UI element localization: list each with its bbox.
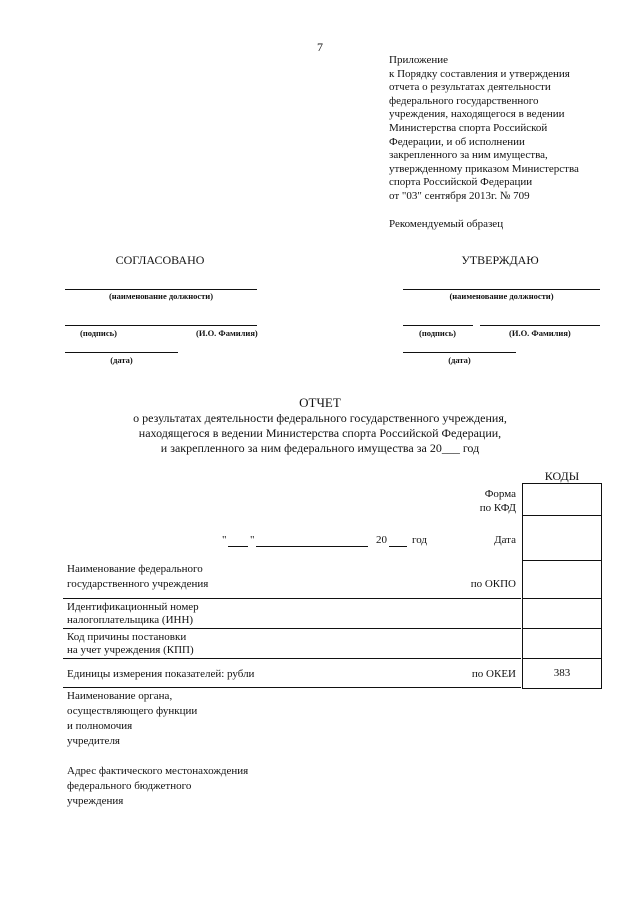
- name-caption-right: (И.О. Фамилия): [509, 328, 571, 338]
- report-title: ОТЧЕТ: [299, 395, 341, 410]
- address-label-1: Адрес фактического местонахождения: [67, 765, 249, 777]
- separator-line: [63, 658, 521, 659]
- signature-caption-right: (подпись): [419, 328, 456, 338]
- okei-label: по ОКЕИ: [471, 668, 516, 680]
- date-quote-close: ": [250, 534, 255, 546]
- signature-line-right: [403, 325, 473, 326]
- appendix-line: федерального государственного: [389, 94, 539, 107]
- date-label: Дата: [494, 534, 516, 546]
- address-label-2: федерального бюджетного: [67, 780, 192, 792]
- date-caption-right: (дата): [448, 355, 471, 365]
- agreed-title: СОГЛАСОВАНО: [115, 253, 205, 267]
- appendix-line: отчета о результатах деятельности: [389, 81, 551, 94]
- kpp-code-cell: [522, 628, 602, 659]
- inn-code-cell: [522, 598, 602, 629]
- position-line-right: [403, 289, 600, 290]
- appendix-line: утвержденному приказом Министерства: [389, 162, 579, 175]
- okpo-code-cell: [522, 560, 602, 599]
- position-caption-left: (наименование должности): [108, 291, 214, 301]
- approved-title: УТВЕРЖДАЮ: [461, 253, 539, 267]
- date-line-right: [403, 352, 516, 353]
- year-blank[interactable]: [389, 546, 407, 547]
- address-label-3: учреждения: [67, 795, 124, 807]
- year-prefix: 20: [376, 534, 387, 546]
- name-caption-left: (И.О. Фамилия): [196, 328, 258, 338]
- form-label-1: Форма: [484, 488, 516, 500]
- position-caption-right: (наименование должности): [449, 291, 554, 301]
- appendix-line: Приложение: [389, 54, 449, 66]
- page-number: 7: [317, 40, 323, 54]
- report-subtitle-line-1: о результатах деятельности федерального государственного учреждения,: [133, 411, 507, 425]
- separator-line: [63, 687, 521, 688]
- date-code-cell: [522, 515, 602, 561]
- recommended-sample: Рекомендуемый образец: [389, 218, 504, 230]
- units-label: Единицы измерения показателей: рубли: [67, 668, 255, 680]
- appendix-line: от "03" сентября 2013г. № 709: [389, 189, 530, 202]
- signature-caption-left: (подпись): [80, 328, 117, 338]
- founder-label-4: учредителя: [67, 735, 120, 747]
- kpp-label-2: на учет учреждения (КПП): [67, 644, 194, 656]
- date-quote-open: ": [222, 534, 227, 546]
- date-caption-left: (дата): [110, 355, 133, 365]
- month-blank[interactable]: [256, 546, 368, 547]
- name-line-right: [480, 325, 600, 326]
- separator-line: [63, 598, 521, 599]
- okpo-label: по ОКПО: [470, 578, 516, 590]
- report-subtitle-line-3: и закрепленного за ним федерального имущества за 20___ год: [160, 441, 480, 455]
- codes-header: КОДЫ: [544, 469, 580, 483]
- founder-label-1: Наименование органа,: [67, 690, 173, 702]
- year-suffix: год: [412, 534, 428, 546]
- appendix-line: спорта Российской Федерации: [389, 176, 533, 189]
- position-line-left: [65, 289, 257, 290]
- form-label-2: по КФД: [479, 502, 516, 514]
- date-line-left: [65, 352, 178, 353]
- signature-line-left: [65, 325, 257, 326]
- report-subtitle-line-2: находящегося в ведении Министерства спорта Российской Федерации,: [138, 426, 502, 440]
- institution-name-label-2: государственного учреждения: [67, 578, 209, 590]
- founder-label-3: и полномочия: [67, 720, 133, 732]
- day-blank[interactable]: [228, 546, 248, 547]
- okei-code-value: 383: [553, 667, 571, 679]
- founder-label-2: осуществляющего функции: [67, 705, 198, 717]
- appendix-line: закрепленного за ним имущества,: [389, 149, 548, 162]
- inn-label-2: налогоплательщика (ИНН): [67, 614, 194, 626]
- kpp-label-1: Код причины постановки: [67, 631, 187, 643]
- okei-code-cell: [522, 658, 602, 689]
- appendix-line: учреждения, находящегося в ведении: [389, 108, 565, 121]
- form-code-cell: [522, 483, 602, 516]
- appendix-block: [389, 54, 629, 204]
- inn-label-1: Идентификационный номер: [67, 601, 199, 613]
- separator-line: [63, 628, 521, 629]
- institution-name-label-1: Наименование федерального: [67, 563, 203, 575]
- appendix-line: Федерации, и об исполнении: [389, 135, 525, 148]
- appendix-line: Министерства спорта Российской: [389, 121, 548, 134]
- appendix-line: к Порядку составления и утверждения: [389, 67, 570, 80]
